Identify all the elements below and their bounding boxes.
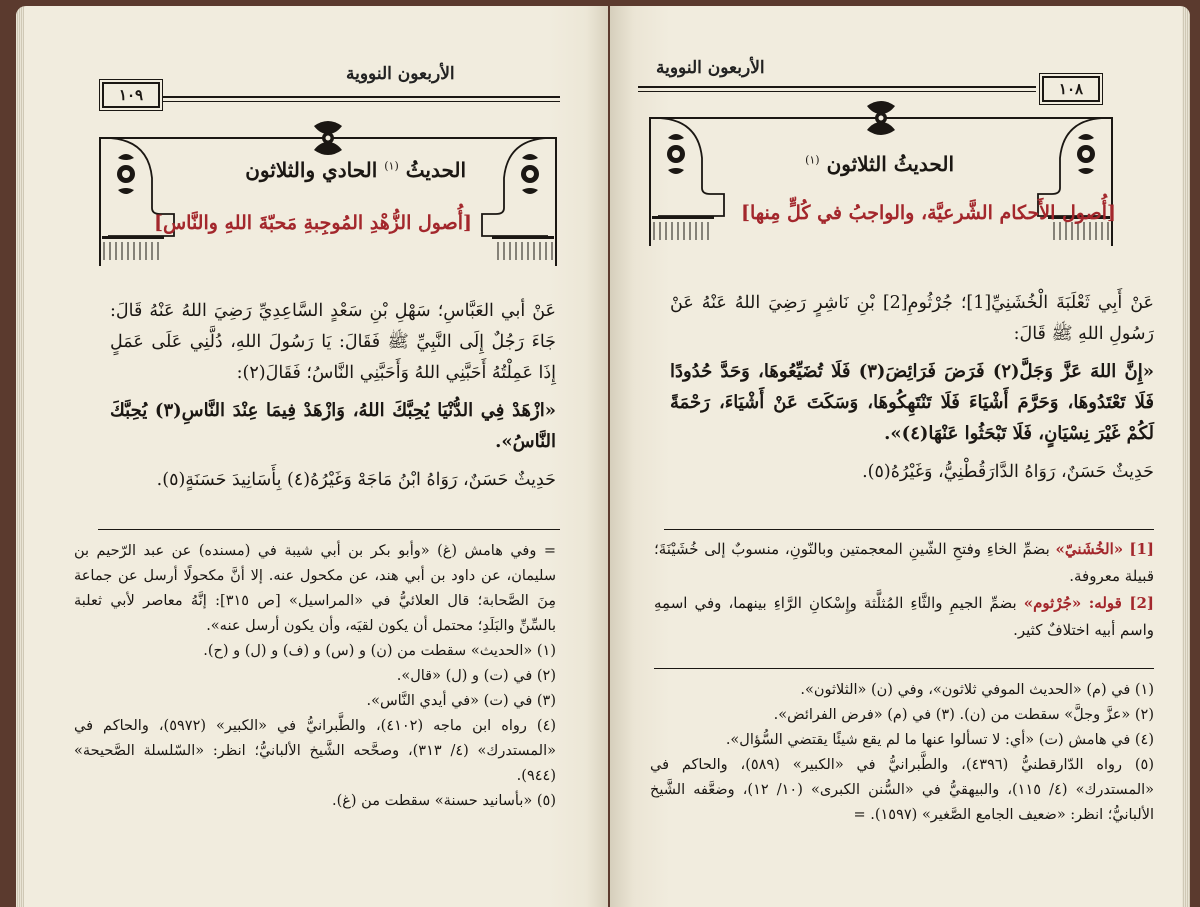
footnote: (٢) «عزَّ وجلَّ» سقطت من (ن). (٣) في (م) «فرض الفرائض».	[773, 707, 1154, 723]
footnote: (٥) رواه الدّارقطنيُّ (٤٣٩٦)، والطَّبرانيُّ في «الكبير» (٥٨٩)، والحاكم في «المستدرك» (٤/ ١١٥)، والبيهقيُّ في «السُّنن الكبرى» (١٠/ ١٢)، وضعَّفه الشَّيخ الألبانيُّ؛ انظر: «ضعيف الجامع الصَّغير» (١٥٩٧). =	[650, 757, 1155, 823]
gloss-text: بضمِّ الخاءِ وفتحِ الشّينِ المعجمتين وبالنّونِ، منسوبٌ إلى خُشَيْنَةَ؛ قبيلة معروفة.	[654, 540, 1154, 585]
page-number: ١٠٩	[102, 82, 160, 108]
footnote-separator	[98, 529, 560, 530]
header-rule	[638, 86, 1036, 92]
gloss-text: بضمِّ الجيمِ والثَّاءِ المُثلَّثة وإِسْكانِ الرَّاءِ بينهما، وفي اسمِهِ واسم أبيه اختلافٌ كثير.	[654, 594, 1154, 639]
main-text	[110, 296, 556, 496]
hadith-text: «إِنَّ اللهَ عَزَّ وَجَلَّ(٢) فَرَضَ فَرَائِضَ(٣) فَلَا تُضَيِّعُوهَا، وَحَدَّ حُدُودًا فَلَا تَعْتَدُوهَا، وَحَرَّمَ أَشْيَاءَ فَلَا تَنْتَهِكُوهَا، وَسَكَتَ عَنْ أَشْيَاءَ، رَحْمَةً لَكُمْ غَيْرَ نِسْيَانٍ، فَلَا تَبْحَثُوا عَنْهَا(٤)».	[670, 361, 1154, 444]
footnote: (٢) في (ت) و (ل) «قال».	[396, 668, 556, 684]
footnotes	[650, 678, 1154, 828]
footnote-continuation: = وفي هامش (غ) «وأبو بكر بن أبي شيبة في (مسنده) عن عبد الرّحيم بن سليمان، عن داود بن أبي هند، عن مكحول عنه. إلا أنَّ مكحولًا أرسل عن جماعة مِنَ الصَّحابة؛ قال العلائيُّ في «المراسيل» [ص ٣١٥]: إنَّهُ معاصر لأبي ثعلبة بالسِّنِّ والبَلَدِ؛ محتمل أن يكون لقيَه، وأن يكون أرسل عنه».	[74, 543, 556, 634]
gloss-item	[654, 536, 1154, 590]
footnote: (٥) «بأسانيد حسنة» سقطت من (غ).	[331, 793, 556, 809]
hadith-heading	[805, 152, 954, 176]
footnote-marker: (١)	[384, 159, 399, 173]
ornamental-frame	[88, 118, 568, 268]
gloss-key: [2] قوله: «جُرْثوم»	[1023, 594, 1154, 612]
main-text	[670, 288, 1154, 488]
gloss-key: [1] «الخُشَنيّ»	[1055, 540, 1154, 558]
narration: عَنْ أَبِي ثَعْلَبَةَ الْخُشَنِيِّ[1]؛ جُرْثُومِ[2] بْنِ نَاشِرٍ رَضِيَ اللهُ عَنْهُ عَنْ رَسُولِ اللهِ ﷺ قَالَ:	[670, 293, 1154, 344]
footnote: (٤) في هامش (ت) «أي: لا تسألوا عنها ما لم يقع شيئًا يقتضي السُّؤال».	[725, 732, 1154, 748]
hadith-heading-word: الحديثُ	[405, 158, 466, 182]
header-rule	[162, 96, 560, 102]
hadith-heading	[245, 158, 466, 182]
book-title: الأربعون النووية	[656, 58, 765, 78]
page-number: ١٠٨	[1042, 76, 1100, 102]
hadith-grade: حَدِيثٌ حَسَنٌ، رَوَاهُ الدَّارَقُطْنِيُّ، وَغَيْرُهُ(٥).	[862, 462, 1154, 482]
hadith-number-word: الحادي والثلاثون	[245, 158, 378, 182]
running-head	[16, 62, 608, 110]
page-edge	[1182, 6, 1190, 907]
right-page	[610, 6, 1190, 907]
book-title: الأربعون النووية	[346, 64, 455, 84]
narration: عَنْ أبي العَبَّاسِ؛ سَهْلِ بْنِ سَعْدٍ السَّاعِدِيِّ رَضِيَ اللهُ عَنْهُ قَالَ: جَاءَ رَجُلٌ إِلَى النَّبِيِّ ﷺ فَقَالَ: يَا رَسُولَ اللهِ، دُلَّنِي عَلَى عَمَلٍ إِذَا عَمِلْتُهُ أَحَبَّنِي اللهُ وَأَحَبَّنِي النَّاسُ؛ فَقَالَ(٢):	[110, 301, 556, 383]
footnote: (١) «الحديث» سقطت من (ن) و (س) و (ف) و (ل) و (ح).	[203, 643, 556, 659]
hadith-title-frame	[88, 118, 568, 268]
footnote-separator	[654, 668, 1154, 669]
left-page	[16, 6, 608, 907]
footnote-marker: (١)	[805, 153, 820, 167]
hadith-text: «ازْهَدْ فِي الدُّنْيَا يُحِبَّكَ اللهُ، وَازْهَدْ فِيمَا عِنْدَ النَّاسِ(٣) يُحِبَّكَ النَّاسُ».	[110, 400, 556, 452]
gloss-separator	[664, 529, 1154, 530]
hadith-title-frame	[638, 98, 1124, 248]
glosses	[654, 536, 1154, 644]
hadith-theme: [أُصول الأَحكام الشَّرعيَّة، والواجبُ في كُلٍّ مِنها]	[740, 202, 1116, 224]
running-head	[610, 56, 1190, 104]
hadith-heading-word: الحديثُ الثلاثون	[826, 152, 954, 176]
footnote: (٤) رواه ابن ماجه (٤١٠٢)، والطَّبرانيُّ في «الكبير» (٥٩٧٢)، والحاكم في «المستدرك» (٤/ ٣١٣)، وصحَّحه الشَّيخ الألبانيُّ؛ انظر: «السّلسلة الصَّحيحة» (٩٤٤).	[74, 718, 557, 784]
footnotes	[74, 539, 556, 814]
page-edge	[16, 6, 24, 907]
footnote: (١) في (م) «الحديث الموفي ثلاثون»، وفي (ن) «الثلاثون».	[800, 682, 1154, 698]
hadith-theme: [أُصول الزُّهْدِ المُوجِبةِ مَحبّةَ اللهِ والنَّاس]	[153, 212, 472, 234]
hadith-grade: حَدِيثٌ حَسَنٌ، رَوَاهُ ابْنُ مَاجَهْ وَغَيْرُهُ(٤) بِأَسَانِيدَ حَسَنَةٍ(٥).	[156, 470, 556, 490]
footnote: (٣) في (ت) «في أيدي النَّاس».	[366, 693, 556, 709]
gloss-item	[654, 590, 1154, 644]
